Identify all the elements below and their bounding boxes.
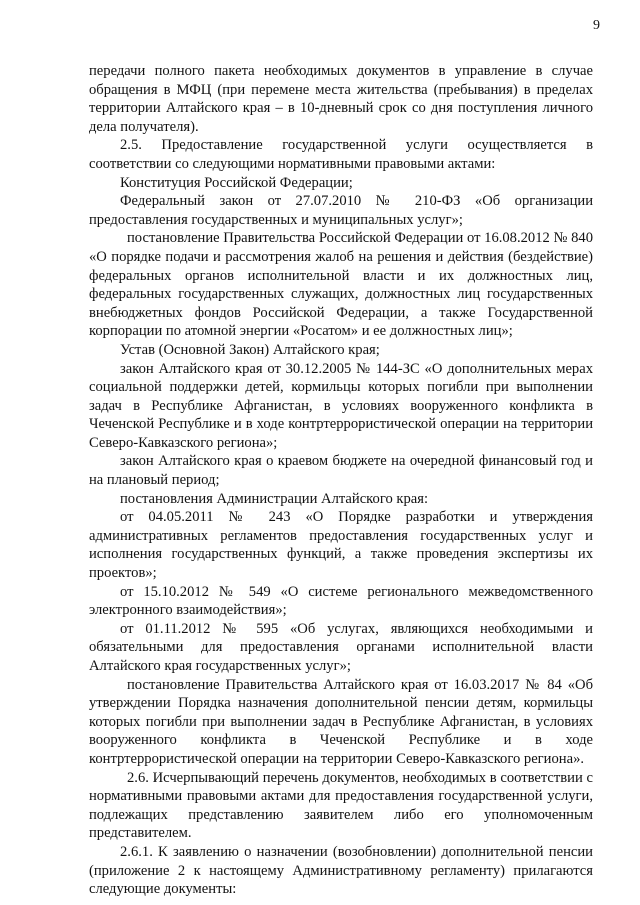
paragraph: закон Алтайского края от 30.12.2005 № 144-ЗС «О дополнительных мерах социальной поддержки детей, кормильцы которых погибли при выполнении задач в Республике Афганистан, в условиях вооруженного конфликта в Чеченской Республике и в ходе контртеррористической операции на территории Северо-Кавказского региона»; xyxy=(89,360,593,451)
paragraph: постановление Правительства Российской Федерации от 16.08.2012 № 840 «О порядке подачи и рассмотрения жалоб на решения и действия (бездействие) федеральных органов исполнительной власти и их должностных лиц, федеральных государственных служащих, должностных лиц государственных внебюджетных фондов Российской Федерации, а также Государственной корпорации по атомной энергии «Росатом» и ее должностных лиц»; xyxy=(89,230,593,340)
paragraph: закон Алтайского края о краевом бюджете на очередной финансовый год и на плановый период; xyxy=(89,453,593,489)
paragraph: постановление Правительства Алтайского края от 16.03.2017 № 84 «Об утверждении Порядка назначения дополнительной пенсии детям, кормильцы которых погибли при выполнении задач в Республике Афганистан, в условиях вооруженного конфликта в Чеченской Республике и в ходе контртеррористической операции на территории Северо-Кавказского региона». xyxy=(89,676,593,767)
paragraph: 2.6. Исчерпывающий перечень документов, необходимых в соответствии с нормативными правовыми актами для предоставления государственной услуги, подлежащих представлению заявителем либо его уполномоченным представителем. xyxy=(89,769,593,842)
paragraph: передачи полного пакета необходимых документов в управление в случае обращения в МФЦ (при перемене места жительства (пребывания) в пределах территории Алтайского края – в 10-дневный срок со дня поступления личного дела получателя). xyxy=(89,63,593,135)
body-text xyxy=(89,62,593,899)
paragraph: 2.5. Предоставление государственной услуги осуществляется в соответствии со следующими нормативными правовыми актами: xyxy=(89,137,593,172)
paragraph: постановления Администрации Алтайского края: xyxy=(120,490,429,507)
paragraph: от 01.11.2012 № 595 «Об услугах, являющихся необходимыми и обязательными для предоставления органами исполнительной власти Алтайского края государственных услуг»; xyxy=(89,620,593,674)
paragraph: от 15.10.2012 № 549 «О системе регионального межведомственного электронного взаимодействия»; xyxy=(89,583,593,619)
paragraph: 2.6.1. К заявлению о назначении (возобновлении) дополнительной пенсии (приложение 2 к настоящему Административному регламенту) прилагаются следующие документы: xyxy=(89,843,593,898)
paragraph: Устав (Основной Закон) Алтайского края; xyxy=(120,341,380,358)
paragraph: Конституция Российской Федерации; xyxy=(120,174,353,191)
page-number: 9 xyxy=(593,18,600,33)
paragraph: Федеральный закон от 27.07.2010 № 210-ФЗ «Об организации предоставления государственных и муниципальных услуг»; xyxy=(89,193,593,228)
paragraph: от 04.05.2011 № 243 «О Порядке разработки и утверждения административных регламентов предоставления государственных услуг и исполнения государственных функций, а также проведения экспертизы их проектов»; xyxy=(89,509,593,582)
